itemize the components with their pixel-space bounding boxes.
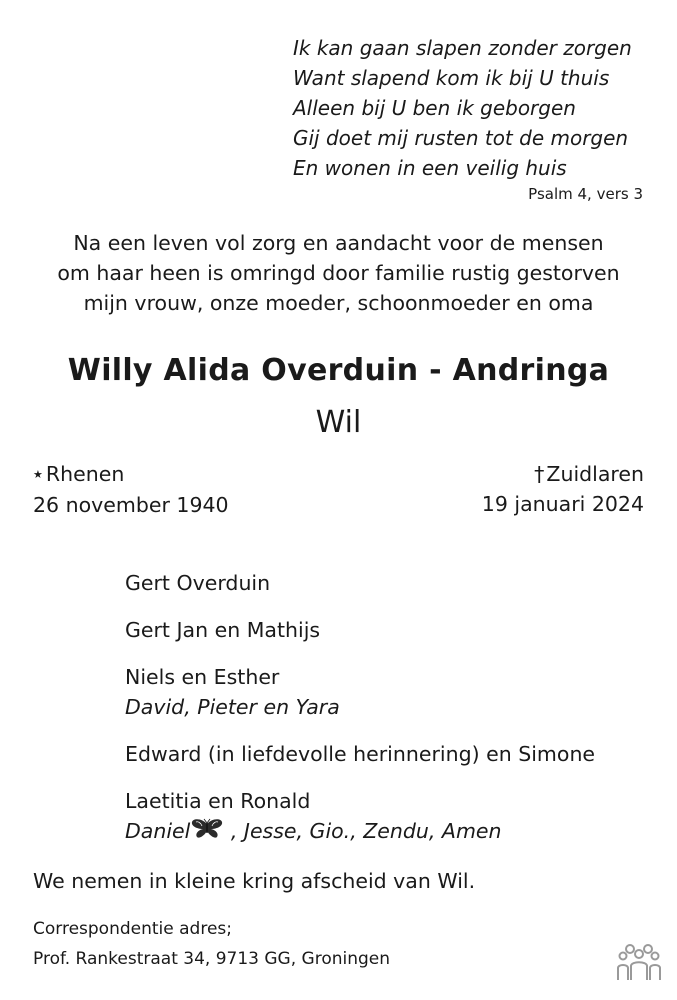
birth-place: Rhenen (45, 462, 125, 486)
deceased-nickname: Wil (315, 405, 362, 440)
grandchildren-rest: , Jesse, Gio., Zendu, Amen (224, 819, 502, 843)
cross-icon: † (534, 462, 545, 486)
family-group (125, 568, 595, 598)
butterfly-icon (190, 818, 224, 840)
grandchildren (125, 816, 595, 846)
family-member: Niels en Esther (125, 665, 280, 689)
family-list (125, 568, 595, 863)
intro-line: Na een leven vol zorg en aandacht voor de mensen (73, 231, 604, 255)
death-place: Zuidlaren (546, 462, 644, 486)
death-date: 19 januari 2024 (481, 492, 644, 516)
grandchild-name: Daniel (125, 819, 191, 843)
star-icon: ★ (33, 468, 43, 481)
family-member: Gert Jan en Mathijs (125, 618, 321, 642)
family-group (125, 739, 595, 769)
poem-line: Alleen bij U ben ik geborgen (293, 96, 576, 120)
poem (293, 33, 653, 183)
death-info (482, 459, 644, 519)
correspondence-address: Prof. Rankestraat 34, 9713 GG, Groningen (33, 949, 391, 969)
family-group (125, 662, 595, 722)
family-member: Edward (in liefdevolle herinnering) en Simone (125, 742, 596, 766)
intro-line: mijn vrouw, onze moeder, schoonmoeder en oma (83, 291, 594, 315)
poem-line: En wonen in een veilig huis (293, 156, 567, 180)
family-member: Laetitia en Ronald (125, 789, 311, 813)
people-group-logo (616, 942, 662, 984)
poem-line: Ik kan gaan slapen zonder zorgen (293, 36, 632, 60)
birth-date: 26 november 1940 (33, 493, 229, 517)
poem-line: Want slapend kom ik bij U thuis (293, 66, 610, 90)
closing-text: We nemen in kleine kring afscheid van Wil. (33, 869, 476, 893)
correspondence (33, 914, 390, 974)
poem-line: Gij doet mij rusten tot de morgen (293, 126, 629, 150)
birth-info (33, 459, 229, 520)
family-group (125, 786, 595, 846)
intro-text (30, 228, 647, 318)
poem-source: Psalm 4, vers 3 (528, 185, 643, 203)
intro-line: om haar heen is omringd door familie rustig gestorven (57, 261, 620, 285)
deceased-name: Willy Alida Overduin - Andringa (67, 353, 610, 388)
family-member: Gert Overduin (125, 571, 271, 595)
grandchildren: David, Pieter en Yara (125, 695, 340, 719)
family-group (125, 615, 595, 645)
correspondence-label: Correspondentie adres; (33, 919, 233, 939)
